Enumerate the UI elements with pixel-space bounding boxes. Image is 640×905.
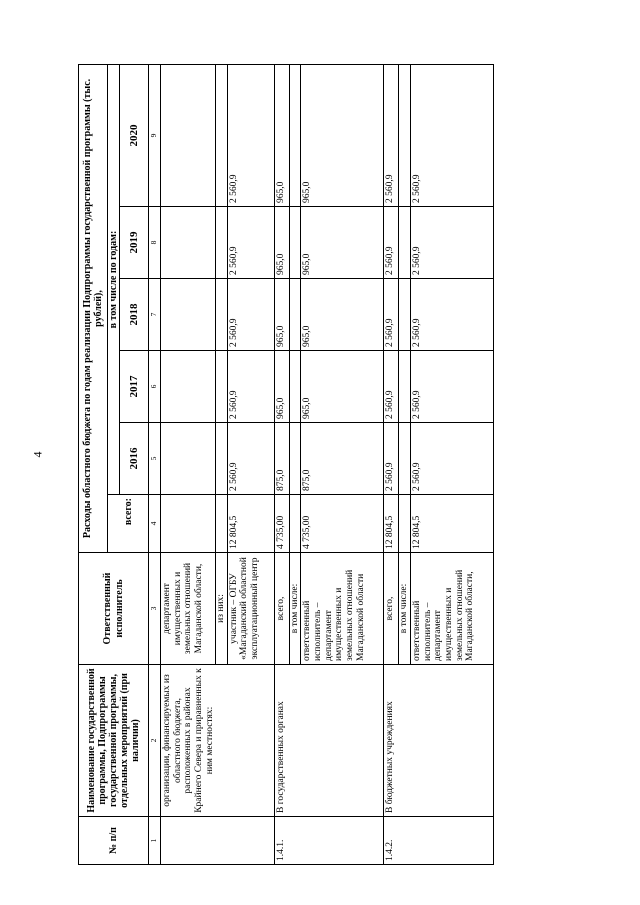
value-2017: 965,0 [301, 351, 384, 423]
value-2018: 2 560,9 [227, 279, 274, 351]
value-2018: 2 560,9 [411, 279, 494, 351]
col-number: 9 [149, 64, 161, 206]
value-2016: 2 560,9 [227, 423, 274, 495]
value-2019: 965,0 [301, 207, 384, 279]
row-name: организации, финансируемых из областного бюджета, расположенных в районах Крайнего Севера и приравненных к ним местностях: [161, 665, 275, 817]
value-total: 4 735,00 [274, 495, 289, 553]
value-total: 12 804,5 [411, 495, 494, 553]
value-total: 12 804,5 [227, 495, 274, 553]
value-2019: 2 560,9 [384, 207, 399, 279]
row-name: В бюджетных учреждениях [384, 665, 494, 817]
row-executor: всего, [384, 553, 399, 665]
value-2018: 965,0 [301, 279, 384, 351]
value-2016: 875,0 [274, 423, 289, 495]
value-total: 4 735,00 [301, 495, 384, 553]
row-number: 1.4.1. [274, 817, 384, 865]
row-executor-note: из них: [216, 553, 228, 665]
table-row [274, 64, 289, 864]
year-2019: 2019 [120, 207, 149, 279]
row-executor-note: в том числе: [289, 553, 301, 665]
value-2017: 965,0 [274, 351, 289, 423]
col-number: 6 [149, 351, 161, 423]
col-number: 7 [149, 279, 161, 351]
col-number: 5 [149, 423, 161, 495]
col-number: 8 [149, 207, 161, 279]
col-number: 4 [149, 495, 161, 553]
value-total: 12 804,5 [384, 495, 399, 553]
row-number: 1.4.2. [384, 817, 494, 865]
col-name-header: Наименование государственной программы, Подпрограммы государственной программы, отдельных мероприятий (при наличии) [79, 665, 149, 817]
value-2017: 2 560,9 [227, 351, 274, 423]
row-executor: ответственный исполнитель – департамент имущественных и земельных отношений Магаданской области, [411, 553, 494, 665]
row-executor: участник – ОГБУ «Магаданский областной эксплуатационный центр [227, 553, 274, 665]
year-2016: 2016 [120, 423, 149, 495]
value-2020: 965,0 [301, 64, 384, 206]
row-name: В государственных органах [274, 665, 384, 817]
year-2020: 2020 [120, 64, 149, 206]
header-row-1 [79, 64, 108, 864]
col-total-header: всего: [108, 495, 149, 553]
row-executor: ответственный исполнитель – департамент имущественных и земельных отношений Магаданской области [301, 553, 384, 665]
page-number: 4 [30, 451, 45, 458]
col-number: 1 [149, 817, 161, 865]
value-2020: 965,0 [274, 64, 289, 206]
value-2016: 875,0 [301, 423, 384, 495]
column-number-row [149, 64, 161, 864]
budget-table [78, 64, 494, 865]
row-executor-note: в том числе: [399, 553, 411, 665]
value-2020: 2 560,9 [411, 64, 494, 206]
col-exec-header: Ответственный исполнитель [79, 553, 149, 665]
value-2017: 2 560,9 [384, 351, 399, 423]
value-2019: 965,0 [274, 207, 289, 279]
value-2019: 2 560,9 [411, 207, 494, 279]
row-executor: всего, [274, 553, 289, 665]
value-2018: 2 560,9 [384, 279, 399, 351]
value-2016: 2 560,9 [411, 423, 494, 495]
col-number: 3 [149, 553, 161, 665]
year-2017: 2017 [120, 351, 149, 423]
row-executor: департамент имущественных и земельных отношений Магаданской области, [161, 553, 216, 665]
col-years-caption: в том числе по годам: [108, 64, 120, 494]
value-2017: 2 560,9 [411, 351, 494, 423]
value-2020: 2 560,9 [227, 64, 274, 206]
col-expenses-header: Расходы областного бюджета по годам реализации Подпрограммы государственной программы (тыс. рублей), [79, 64, 108, 552]
budget-table-page [78, 65, 578, 865]
year-2018: 2018 [120, 279, 149, 351]
value-2019: 2 560,9 [227, 207, 274, 279]
value-2020: 2 560,9 [384, 64, 399, 206]
table-row [161, 64, 216, 864]
value-2016: 2 560,9 [384, 423, 399, 495]
value-2018: 965,0 [274, 279, 289, 351]
table-row [384, 64, 399, 864]
col-number: 2 [149, 665, 161, 817]
col-no-header: № п/п [79, 817, 149, 865]
